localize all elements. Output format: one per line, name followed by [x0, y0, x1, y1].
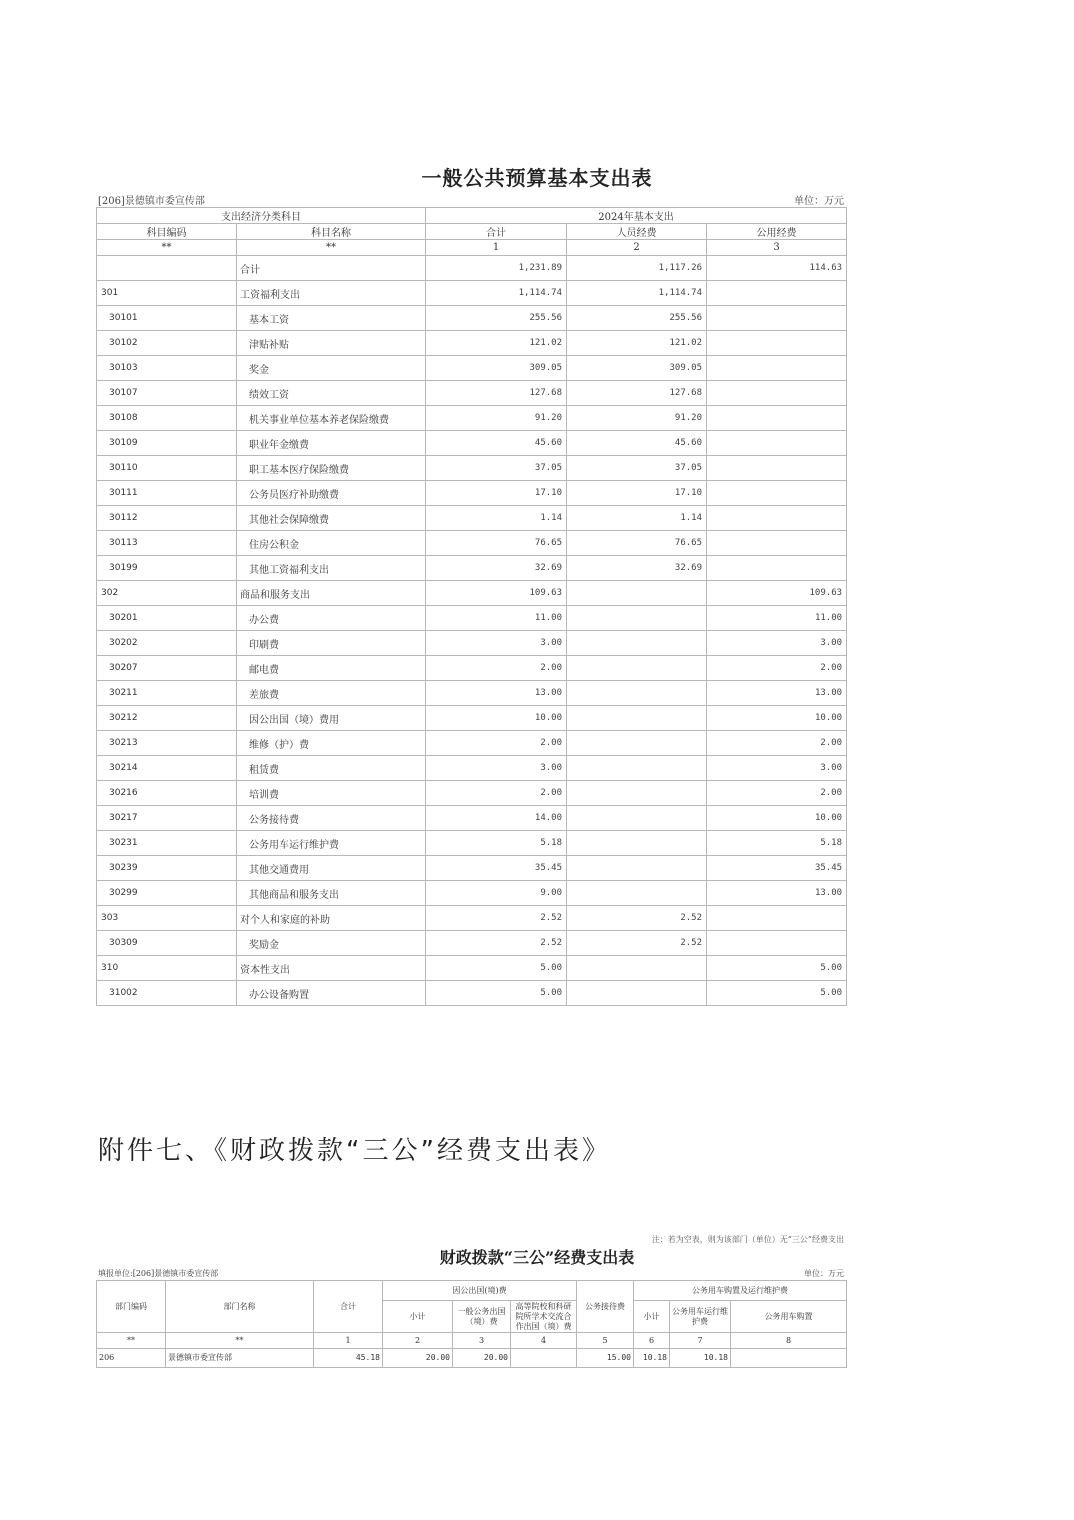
- public-cell: 109.63: [707, 581, 847, 606]
- dept-code-cell: 206: [97, 1349, 166, 1368]
- public-cell: [707, 931, 847, 956]
- table-row: [97, 431, 847, 456]
- header-group-2024: 2024年基本支出: [426, 208, 847, 224]
- header-index: **: [237, 240, 426, 256]
- account-name-cell: 机关事业单位基本养老保险缴费: [237, 406, 426, 431]
- total-cell: 2.00: [426, 731, 567, 756]
- header-index: 2: [383, 1333, 453, 1349]
- total-cell: 2.00: [426, 781, 567, 806]
- table1-title: 一般公共预算基本支出表: [421, 166, 653, 190]
- account-code-cell: 30231: [97, 831, 237, 856]
- total-cell: 91.20: [426, 406, 567, 431]
- header-index: 6: [634, 1333, 670, 1349]
- car-operation-cell: 10.18: [670, 1349, 731, 1368]
- personnel-cell: [567, 756, 707, 781]
- total-cell: 5.00: [426, 981, 567, 1006]
- table-row: [97, 281, 847, 306]
- account-name-cell: 办公设备购置: [237, 981, 426, 1006]
- table-row: [97, 556, 847, 581]
- personnel-cell: 2.52: [567, 906, 707, 931]
- header-abroad-general: 一般公务出国（境）费: [453, 1301, 511, 1333]
- personnel-cell: [567, 731, 707, 756]
- account-code-cell: 30201: [97, 606, 237, 631]
- table-row: [97, 406, 847, 431]
- header-index: 1: [426, 240, 567, 256]
- header-index: 2: [567, 240, 707, 256]
- header-dept-name: 部门名称: [166, 1281, 314, 1333]
- public-cell: [707, 481, 847, 506]
- total-cell: 5.00: [426, 956, 567, 981]
- account-code-cell: 30299: [97, 881, 237, 906]
- total-cell: 2.52: [426, 906, 567, 931]
- account-name-cell: 商品和服务支出: [237, 581, 426, 606]
- personnel-cell: [567, 981, 707, 1006]
- table-row: [97, 731, 847, 756]
- personnel-cell: 121.02: [567, 331, 707, 356]
- table1-body: [97, 256, 847, 1006]
- total-cell: 11.00: [426, 606, 567, 631]
- account-code-cell: 30108: [97, 406, 237, 431]
- table-row: [97, 756, 847, 781]
- personnel-cell: [567, 806, 707, 831]
- header-car-operation: 公务用车运行维护费: [670, 1301, 731, 1333]
- header-reception: 公务接待费: [577, 1281, 634, 1333]
- reception-cell: 15.00: [577, 1349, 634, 1368]
- public-cell: 2.00: [707, 781, 847, 806]
- table-row: [97, 581, 847, 606]
- table-row: [97, 331, 847, 356]
- table1-unit: 单位：万元: [794, 196, 844, 207]
- car-subtotal-cell: 10.18: [634, 1349, 670, 1368]
- account-code-cell: 30101: [97, 306, 237, 331]
- account-name-cell: 基本工资: [237, 306, 426, 331]
- header-dept-code: 部门编码: [97, 1281, 166, 1333]
- table-row: [97, 956, 847, 981]
- personnel-cell: 37.05: [567, 456, 707, 481]
- public-cell: 10.00: [707, 706, 847, 731]
- account-name-cell: 公务员医疗补助缴费: [237, 481, 426, 506]
- table-row: [97, 856, 847, 881]
- total-cell: 14.00: [426, 806, 567, 831]
- header-public: 公用经费: [707, 224, 847, 240]
- table-row: [97, 931, 847, 956]
- total-cell: 2.00: [426, 656, 567, 681]
- attachment-seven-heading: 附件七、《财政拨款“三公”经费支出表》: [98, 1136, 611, 1166]
- public-cell: 10.00: [707, 806, 847, 831]
- table-row: [97, 356, 847, 381]
- public-cell: [707, 556, 847, 581]
- personnel-cell: [567, 781, 707, 806]
- personnel-cell: [567, 681, 707, 706]
- header-personnel: 人员经费: [567, 224, 707, 240]
- total-cell: 32.69: [426, 556, 567, 581]
- table-row: [97, 656, 847, 681]
- public-cell: 5.00: [707, 981, 847, 1006]
- personnel-cell: 1.14: [567, 506, 707, 531]
- personnel-cell: 309.05: [567, 356, 707, 381]
- public-cell: 114.63: [707, 256, 847, 281]
- account-name-cell: 职工基本医疗保险缴费: [237, 456, 426, 481]
- personnel-cell: [567, 831, 707, 856]
- account-code-cell: 30103: [97, 356, 237, 381]
- total-cell: 76.65: [426, 531, 567, 556]
- public-cell: 11.00: [707, 606, 847, 631]
- table2-note: 注：若为空表，则为该部门（单位）无“三公”经费支出: [651, 1235, 844, 1244]
- account-name-cell: 津贴补贴: [237, 331, 426, 356]
- table-row: [97, 781, 847, 806]
- account-name-cell: 差旅费: [237, 681, 426, 706]
- public-cell: 3.00: [707, 756, 847, 781]
- personnel-cell: 127.68: [567, 381, 707, 406]
- header-car-group: 公务用车购置及运行维护费: [634, 1281, 847, 1301]
- account-code-cell: 303: [97, 906, 237, 931]
- public-cell: 35.45: [707, 856, 847, 881]
- account-code-cell: 31002: [97, 981, 237, 1006]
- account-name-cell: 职业年金缴费: [237, 431, 426, 456]
- total-cell: 37.05: [426, 456, 567, 481]
- total-cell: 45.18: [314, 1349, 383, 1368]
- total-cell: 1,231.89: [426, 256, 567, 281]
- header-index: 3: [453, 1333, 511, 1349]
- abroad-subtotal-cell: 20.00: [383, 1349, 453, 1368]
- account-name-cell: 住房公积金: [237, 531, 426, 556]
- table-row: [97, 506, 847, 531]
- account-code-cell: [97, 256, 237, 281]
- personnel-cell: [567, 656, 707, 681]
- account-name-cell: 其他交通费用: [237, 856, 426, 881]
- personnel-cell: [567, 956, 707, 981]
- general-budget-basic-expenditure-table: [96, 207, 847, 1006]
- account-code-cell: 301: [97, 281, 237, 306]
- abroad-general-cell: 20.00: [453, 1349, 511, 1368]
- table-row: [97, 631, 847, 656]
- public-cell: [707, 531, 847, 556]
- personnel-cell: [567, 706, 707, 731]
- account-name-cell: 公务接待费: [237, 806, 426, 831]
- account-code-cell: 30112: [97, 506, 237, 531]
- account-name-cell: 工资福利支出: [237, 281, 426, 306]
- total-cell: 1,114.74: [426, 281, 567, 306]
- total-cell: 3.00: [426, 756, 567, 781]
- account-code-cell: 30216: [97, 781, 237, 806]
- public-cell: [707, 456, 847, 481]
- table-row: [97, 831, 847, 856]
- total-cell: 10.00: [426, 706, 567, 731]
- table-row: [97, 306, 847, 331]
- account-code-cell: 30214: [97, 756, 237, 781]
- table2-unit: 单位：万元: [804, 1269, 844, 1278]
- account-name-cell: 办公费: [237, 606, 426, 631]
- total-cell: 35.45: [426, 856, 567, 881]
- header-car-subtotal: 小计: [634, 1301, 670, 1333]
- table-row: [97, 481, 847, 506]
- public-cell: [707, 431, 847, 456]
- public-cell: [707, 306, 847, 331]
- personnel-cell: 255.56: [567, 306, 707, 331]
- account-code-cell: 30109: [97, 431, 237, 456]
- table-row: [97, 906, 847, 931]
- public-cell: [707, 906, 847, 931]
- header-index: 7: [670, 1333, 731, 1349]
- table-row: [97, 681, 847, 706]
- header-group-classification: 支出经济分类科目: [97, 208, 426, 224]
- total-cell: 1.14: [426, 506, 567, 531]
- personnel-cell: [567, 631, 707, 656]
- personnel-cell: 2.52: [567, 931, 707, 956]
- public-cell: 13.00: [707, 681, 847, 706]
- account-name-cell: 其他社会保障缴费: [237, 506, 426, 531]
- dept-name-cell: 景德镇市委宣传部: [166, 1349, 314, 1368]
- total-cell: 5.18: [426, 831, 567, 856]
- total-cell: 109.63: [426, 581, 567, 606]
- account-code-cell: 30199: [97, 556, 237, 581]
- header-name: 科目名称: [237, 224, 426, 240]
- account-name-cell: 培训费: [237, 781, 426, 806]
- account-code-cell: 30213: [97, 731, 237, 756]
- personnel-cell: 1,114.74: [567, 281, 707, 306]
- total-cell: 13.00: [426, 681, 567, 706]
- header-abroad-academic: 高等院校和科研院所学术交流合作出国（境）费: [511, 1301, 577, 1333]
- personnel-cell: [567, 581, 707, 606]
- header-index: **: [97, 1333, 166, 1349]
- account-name-cell: 其他商品和服务支出: [237, 881, 426, 906]
- personnel-cell: 45.60: [567, 431, 707, 456]
- account-name-cell: 绩效工资: [237, 381, 426, 406]
- total-cell: 127.68: [426, 381, 567, 406]
- public-cell: [707, 281, 847, 306]
- public-cell: [707, 356, 847, 381]
- personnel-cell: [567, 606, 707, 631]
- table2-title: 财政拨款“三公”经费支出表: [439, 1248, 635, 1267]
- personnel-cell: 1,117.26: [567, 256, 707, 281]
- header-abroad-subtotal: 小计: [383, 1301, 453, 1333]
- header-index: **: [97, 240, 237, 256]
- table-row: [97, 256, 847, 281]
- account-code-cell: 302: [97, 581, 237, 606]
- three-public-expenditure-table: [96, 1280, 847, 1368]
- account-name-cell: 合计: [237, 256, 426, 281]
- personnel-cell: 91.20: [567, 406, 707, 431]
- account-name-cell: 奖金: [237, 356, 426, 381]
- table-row: [97, 806, 847, 831]
- header-index: 8: [731, 1333, 847, 1349]
- personnel-cell: 32.69: [567, 556, 707, 581]
- table-row: [97, 981, 847, 1006]
- header-index: 4: [511, 1333, 577, 1349]
- public-cell: [707, 506, 847, 531]
- table-row: [97, 881, 847, 906]
- header-code: 科目编码: [97, 224, 237, 240]
- account-code-cell: 30113: [97, 531, 237, 556]
- table-row: [97, 531, 847, 556]
- total-cell: 255.56: [426, 306, 567, 331]
- public-cell: [707, 381, 847, 406]
- total-cell: 17.10: [426, 481, 567, 506]
- account-name-cell: 邮电费: [237, 656, 426, 681]
- public-cell: 2.00: [707, 731, 847, 756]
- header-index: 1: [314, 1333, 383, 1349]
- account-code-cell: 30111: [97, 481, 237, 506]
- public-cell: 3.00: [707, 631, 847, 656]
- header-total: 合计: [426, 224, 567, 240]
- account-code-cell: 30212: [97, 706, 237, 731]
- account-code-cell: 30110: [97, 456, 237, 481]
- total-cell: 9.00: [426, 881, 567, 906]
- header-index: **: [166, 1333, 314, 1349]
- abroad-academic-cell: [511, 1349, 577, 1368]
- account-name-cell: 奖励金: [237, 931, 426, 956]
- table-row: [97, 706, 847, 731]
- header-index: 3: [707, 240, 847, 256]
- total-cell: 121.02: [426, 331, 567, 356]
- car-purchase-cell: [731, 1349, 847, 1368]
- table-row: [97, 606, 847, 631]
- account-name-cell: 因公出国（境）费用: [237, 706, 426, 731]
- total-cell: 309.05: [426, 356, 567, 381]
- account-code-cell: 30202: [97, 631, 237, 656]
- table2-org: 填报单位:[206]景德镇市委宣传部: [98, 1269, 219, 1278]
- public-cell: 13.00: [707, 881, 847, 906]
- account-name-cell: 资本性支出: [237, 956, 426, 981]
- table1-org: [206]景德镇市委宣传部: [98, 196, 205, 207]
- table-row: [97, 456, 847, 481]
- account-code-cell: 310: [97, 956, 237, 981]
- personnel-cell: [567, 881, 707, 906]
- account-code-cell: 30107: [97, 381, 237, 406]
- table-row: [97, 381, 847, 406]
- header-total: 合计: [314, 1281, 383, 1333]
- account-code-cell: 30309: [97, 931, 237, 956]
- public-cell: [707, 406, 847, 431]
- public-cell: [707, 331, 847, 356]
- account-code-cell: 30239: [97, 856, 237, 881]
- account-name-cell: 其他工资福利支出: [237, 556, 426, 581]
- account-name-cell: 维修（护）费: [237, 731, 426, 756]
- account-name-cell: 印刷费: [237, 631, 426, 656]
- header-abroad-group: 因公出国(境)费: [383, 1281, 577, 1301]
- account-name-cell: 租赁费: [237, 756, 426, 781]
- header-index: 5: [577, 1333, 634, 1349]
- public-cell: 5.18: [707, 831, 847, 856]
- total-cell: 45.60: [426, 431, 567, 456]
- total-cell: 3.00: [426, 631, 567, 656]
- account-name-cell: 对个人和家庭的补助: [237, 906, 426, 931]
- personnel-cell: 17.10: [567, 481, 707, 506]
- public-cell: 2.00: [707, 656, 847, 681]
- account-code-cell: 30102: [97, 331, 237, 356]
- total-cell: 2.52: [426, 931, 567, 956]
- personnel-cell: [567, 856, 707, 881]
- account-code-cell: 30217: [97, 806, 237, 831]
- personnel-cell: 76.65: [567, 531, 707, 556]
- account-name-cell: 公务用车运行维护费: [237, 831, 426, 856]
- account-code-cell: 30211: [97, 681, 237, 706]
- account-code-cell: 30207: [97, 656, 237, 681]
- header-car-purchase: 公务用车购置: [731, 1301, 847, 1333]
- public-cell: 5.00: [707, 956, 847, 981]
